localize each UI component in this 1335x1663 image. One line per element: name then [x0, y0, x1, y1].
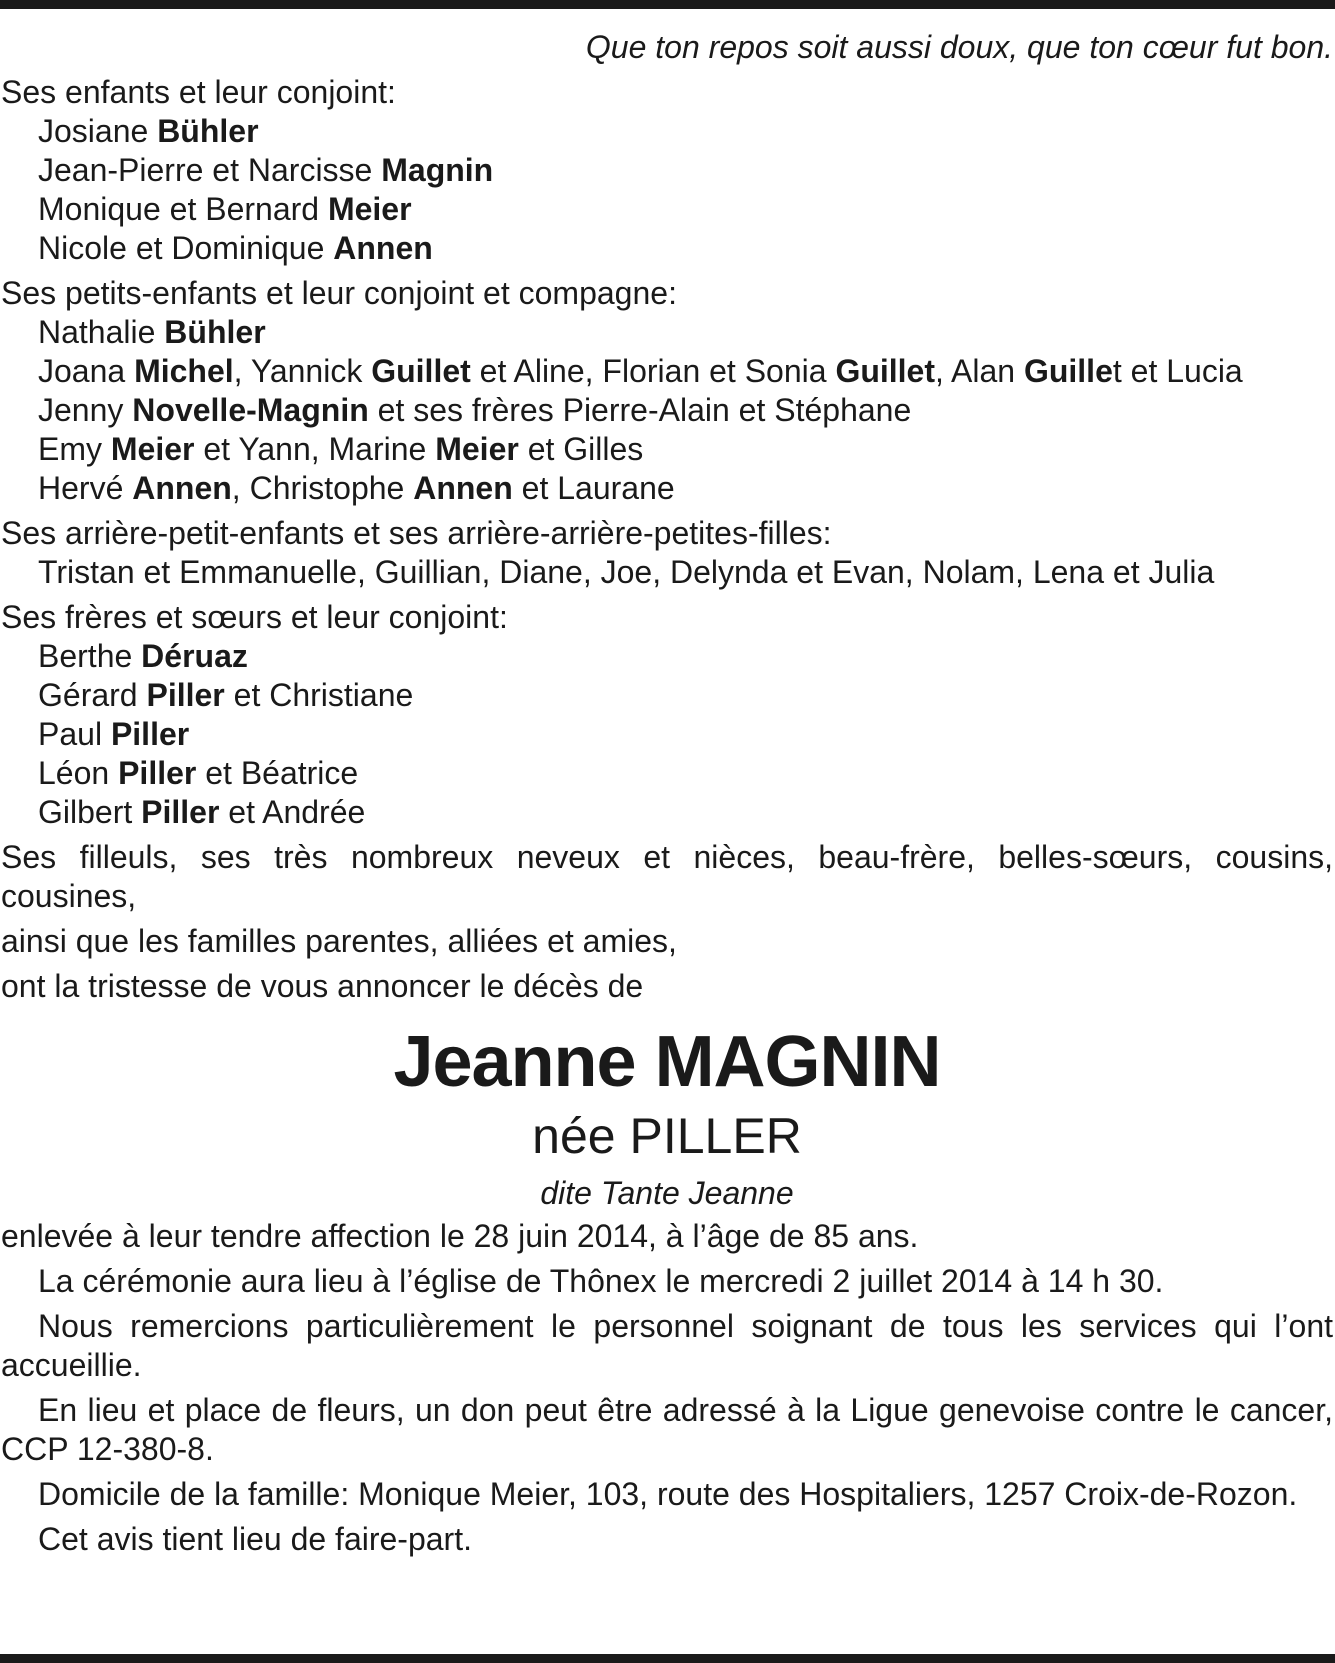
name-text: Jean-Pierre et Narcisse [38, 152, 382, 188]
name-text: et Laurane [512, 470, 675, 506]
surname-text: Guille [1023, 353, 1113, 389]
grandchildren-list [1, 313, 1333, 508]
list-item [38, 352, 1333, 391]
surname-text: Piller [110, 716, 190, 752]
name-text: , Christophe [231, 470, 414, 506]
name-text: Hervé [38, 470, 133, 506]
others-line-1: Ses filleuls, ses très nombreux neveux et nièces, beau-frère, belles-sœurs, cousins, [1, 839, 1333, 875]
list-item [38, 754, 1333, 793]
grandchildren-heading: Ses petits-enfants et leur conjoint et compagne: [1, 275, 677, 311]
name-text: t et Lucia [1112, 353, 1243, 389]
name-text: Emy [38, 431, 111, 467]
death-date-text: enlevée à leur tendre affection le 28 juin 2014, à l’âge de 85 ans. [1, 1218, 919, 1254]
notice-text: Cet avis tient lieu de faire-part. [38, 1521, 472, 1557]
surname-text: Guillet [835, 353, 935, 389]
list-item [38, 553, 1333, 592]
great-grandchildren-list [1, 553, 1333, 592]
surname-text: Piller [146, 677, 225, 713]
name-text: Tristan et Emmanuelle, Guillian, Diane, Joe, Delynda et Evan, Nolam, Lena et Julia [38, 554, 1215, 590]
name-text: et Yann, Marine [194, 431, 436, 467]
siblings-list [1, 637, 1333, 832]
list-item [38, 391, 1333, 430]
surname-text: Magnin [381, 152, 494, 188]
bottom-rule [0, 1654, 1335, 1663]
name-text: et ses frères Pierre-Alain et Stéphane [368, 392, 912, 428]
surname-text: Guillet [371, 353, 471, 389]
name-text: et Andrée [219, 794, 366, 830]
surname-text: Meier [435, 431, 519, 467]
others-line-3: ainsi que les familles parentes, alliées et amies, [1, 923, 677, 959]
great-grandchildren-heading: Ses arrière-petit-enfants et ses arrière-arrière-petites-filles: [1, 515, 832, 551]
others-section [1, 838, 1333, 916]
deceased-maiden-name: née PILLER [532, 1108, 802, 1164]
list-item [38, 229, 1333, 268]
list-item [38, 469, 1333, 508]
deceased-name: Jeanne MAGNIN [393, 1022, 941, 1102]
name-text: , Alan [935, 353, 1024, 389]
name-text: Nicole et Dominique [38, 230, 334, 266]
obituary-notice [1, 28, 1333, 1565]
name-text: Gérard [38, 677, 147, 713]
name-text: Josiane [38, 113, 158, 149]
list-item [38, 430, 1333, 469]
name-text: Léon [38, 755, 119, 791]
deceased-nickname: dite Tante Jeanne [540, 1175, 794, 1211]
list-item [38, 190, 1333, 229]
epigraph: Que ton repos soit aussi doux, que ton cœur fut bon. [585, 29, 1333, 65]
name-text: et Béatrice [196, 755, 359, 791]
children-heading: Ses enfants et leur conjoint: [1, 74, 396, 110]
grandchildren-section [1, 274, 1333, 508]
list-item [38, 715, 1333, 754]
name-text: Paul [38, 716, 111, 752]
name-text: et Aline, Florian et Sonia [470, 353, 836, 389]
top-rule [0, 0, 1335, 9]
great-grandchildren-section [1, 514, 1333, 592]
name-text: Berthe [38, 638, 142, 674]
list-item [38, 793, 1333, 832]
surname-text: Annen [333, 230, 433, 266]
surname-text: Meier [327, 191, 412, 227]
name-text: Joana [38, 353, 135, 389]
list-item [38, 112, 1333, 151]
announcement-intro: ont la tristesse de vous annoncer le décès de [1, 968, 644, 1004]
name-text: Jenny [38, 392, 133, 428]
siblings-section [1, 598, 1333, 832]
surname-text: Déruaz [141, 638, 248, 674]
surname-text: Michel [134, 353, 234, 389]
list-item [38, 151, 1333, 190]
name-text: Nathalie [38, 314, 165, 350]
surname-text: Bühler [164, 314, 266, 350]
surname-text: Annen [413, 470, 513, 506]
donation-text: En lieu et place de fleurs, un don peut être adressé à la Ligue genevoise contre le cancer, CCP 12-380-8. [1, 1392, 1333, 1467]
list-item [38, 313, 1333, 352]
surname-text: Novelle-Magnin [132, 392, 369, 428]
surname-text: Piller [141, 794, 220, 830]
name-text: Gilbert [38, 794, 142, 830]
name-text: et Christiane [224, 677, 414, 713]
surname-text: Meier [110, 431, 195, 467]
surname-text: Annen [132, 470, 232, 506]
others-line-2: cousines, [1, 878, 137, 914]
name-text: et Gilles [518, 431, 644, 467]
list-item [38, 676, 1333, 715]
name-text: Monique et Bernard [38, 191, 328, 227]
surname-text: Piller [118, 755, 197, 791]
family-address-text: Domicile de la famille: Monique Meier, 103, route des Hospitaliers, 1257 Croix-de-Rozon. [38, 1476, 1298, 1512]
ceremony-text: La cérémonie aura lieu à l’église de Thônex le mercredi 2 juillet 2014 à 14 h 30. [38, 1263, 1164, 1299]
list-item [38, 637, 1333, 676]
name-text: , Yannick [233, 353, 372, 389]
siblings-heading: Ses frères et sœurs et leur conjoint: [1, 599, 508, 635]
surname-text: Bühler [157, 113, 259, 149]
thanks-text: Nous remercions particulièrement le personnel soignant de tous les services qui l’ont accueillie. [1, 1308, 1333, 1383]
children-section [1, 73, 1333, 268]
children-list [1, 112, 1333, 268]
